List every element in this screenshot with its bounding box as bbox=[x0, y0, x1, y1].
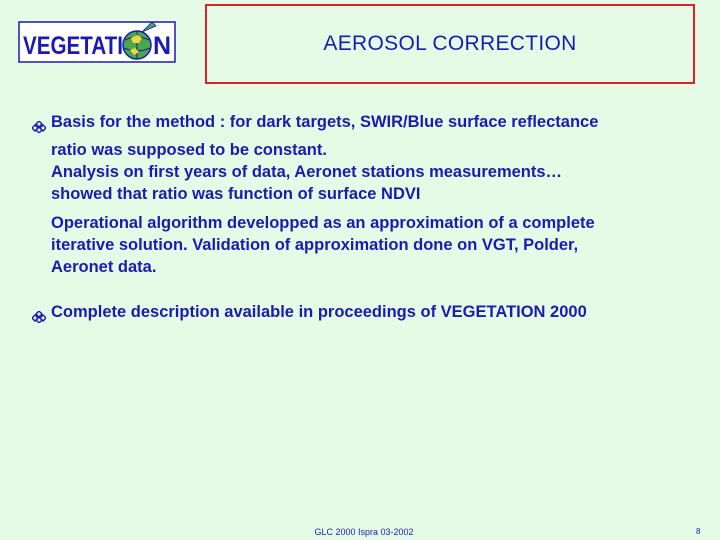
title-box bbox=[205, 4, 695, 84]
bullet-item-description bbox=[32, 301, 692, 329]
diamond-bullet-icon-graphic bbox=[32, 311, 46, 323]
bullet-text-line: Complete description available in proceedings of VEGETATION 2000 bbox=[51, 303, 587, 321]
page-title: AEROSOL CORRECTION bbox=[323, 32, 577, 55]
footer bbox=[0, 527, 720, 537]
logo-text-left: VEGETATI bbox=[23, 32, 123, 60]
page-number: 8 bbox=[696, 527, 701, 536]
bullet-text-line: showed that ratio was function of surface NDVI bbox=[51, 185, 421, 203]
diamond-bullet-icon bbox=[32, 111, 51, 139]
footer-text: GLC 2000 Ispra 03-2002 bbox=[314, 527, 414, 537]
vegetation-logo-graphic bbox=[18, 18, 178, 66]
bullet-item-method bbox=[32, 111, 692, 205]
bullet-continuation-paragraph bbox=[32, 212, 692, 278]
bullet-text-line: ratio was supposed to be constant. bbox=[51, 141, 327, 159]
bullet-text-line: Analysis on first years of data, Aeronet stations measurements… bbox=[51, 163, 563, 181]
diamond-bullet-icon bbox=[32, 301, 51, 329]
paragraph-text-line: iterative solution. Validation of approximation done on VGT, Polder, bbox=[51, 236, 579, 254]
bullet-line bbox=[32, 111, 692, 139]
vegetation-logo bbox=[18, 18, 178, 66]
diamond-bullet-icon-graphic bbox=[32, 121, 46, 133]
paragraph-text-line: Operational algorithm developped as an approximation of a complete bbox=[51, 214, 595, 232]
logo-text-right: N bbox=[153, 32, 172, 60]
paragraph-text-line: Aeronet data. bbox=[51, 258, 157, 276]
bullet-text-line: Basis for the method : for dark targets, SWIR/Blue surface reflectance bbox=[51, 113, 599, 131]
bullet-line bbox=[32, 301, 692, 329]
